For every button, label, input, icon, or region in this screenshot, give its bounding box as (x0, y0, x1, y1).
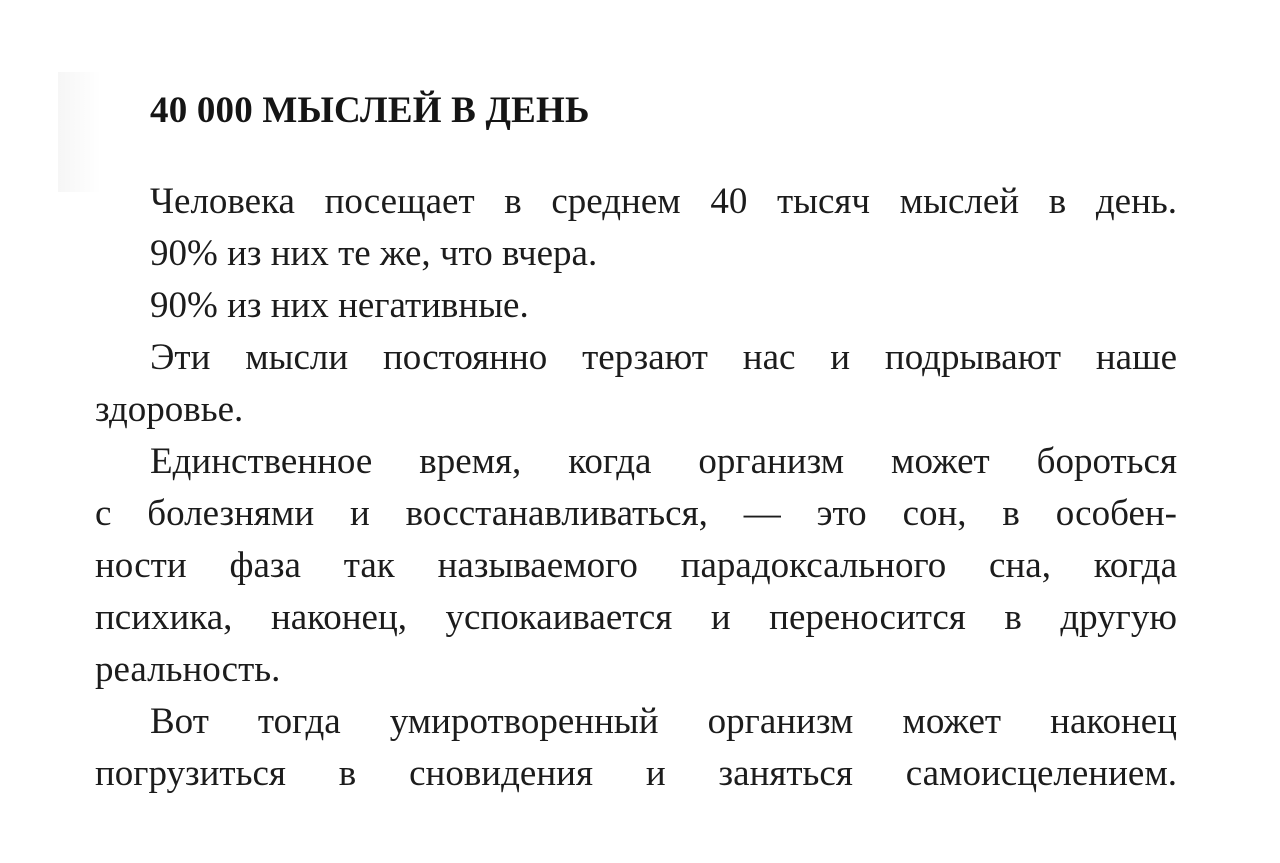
text-line-3: 90% из них негативные. (150, 285, 529, 326)
text-line-5: здоровье. (95, 389, 244, 430)
text-line-8: ности фаза так называемого парадоксального сна, когда (95, 545, 1177, 586)
text-line-12: погрузиться в сновидения и заняться самоисцелением. (95, 753, 1177, 794)
text-line-1: Человека посещает в среднем 40 тысяч мыслей в день. (150, 181, 1177, 222)
text-line-4: Эти мысли постоянно терзают нас и подрывают наше (150, 337, 1177, 378)
text-line-2: 90% из них те же, что вчера. (150, 233, 598, 274)
text-line-6: Единственное время, когда организм может бороться (150, 441, 1177, 482)
text-line-9: психика, наконец, успокаивается и переносится в другую (95, 597, 1177, 638)
text-line-10: реальность. (95, 649, 281, 690)
text-line-11: Вот тогда умиротворенный организм может наконец (150, 701, 1177, 742)
page-edge-shadow (58, 72, 102, 192)
text-line-7: с болезнями и восстанавливаться, — это сон, в особен- (95, 493, 1177, 534)
page-heading: 40 000 МЫСЛЕЙ В ДЕНЬ (150, 90, 590, 131)
